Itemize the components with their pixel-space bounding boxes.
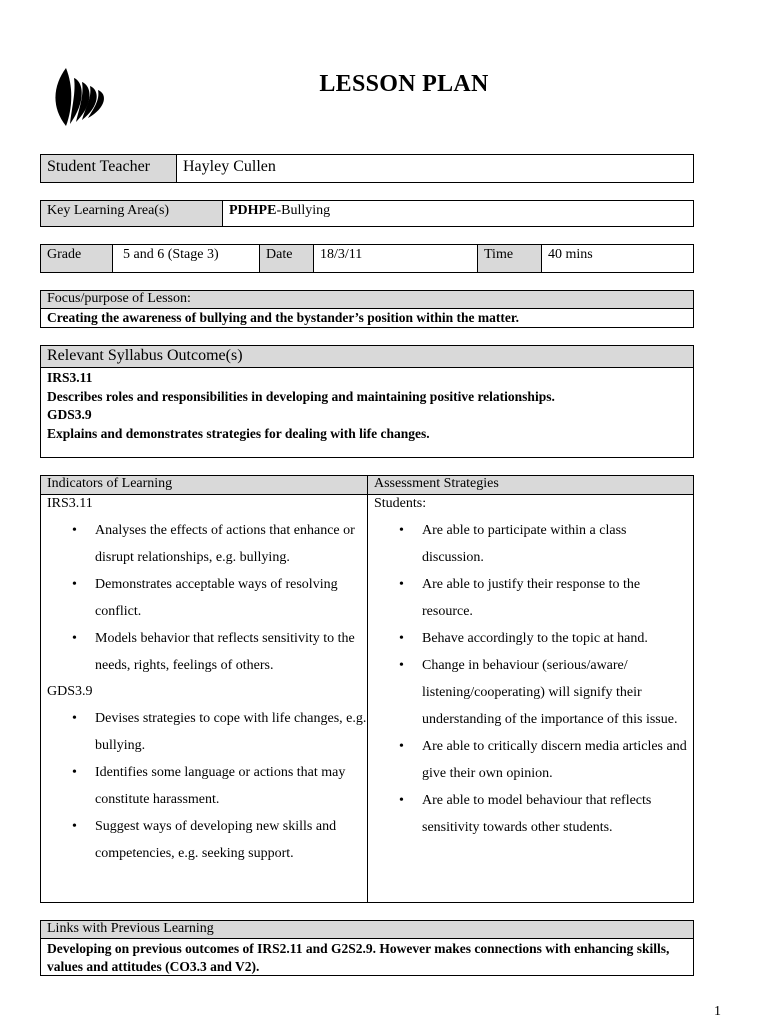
grade-value: 5 and 6 (Stage 3) [112,245,259,272]
kla-value-bold: PDHPE [229,203,277,218]
list-item: • Analyses the effects of actions that enhance or disrupt relationships, e.g. bullying. [47,517,367,571]
student-teacher-label: Student Teacher [41,155,176,182]
indicators-list-1 [47,517,367,679]
student-teacher-row [40,154,694,183]
syllabus-line: GDS3.9 [47,407,92,422]
date-label: Date [259,245,313,272]
list-item: • Behave accordingly to the topic at hand. [374,625,687,652]
indicators-list-2 [47,705,367,867]
indicators-column [41,495,367,902]
syllabus-line: Describes roles and responsibilities in developing and maintaining positive relationships. [47,388,555,404]
focus-value: Creating the awareness of bullying and the bystander’s position within the matter. [47,310,520,325]
assessment-column [367,495,693,902]
time-label: Time [477,245,541,272]
list-item: • Suggest ways of developing new skills and competencies, e.g. seeking support. [47,813,367,867]
indicators-label: Indicators of Learning [47,476,173,491]
kla-value-rest: -Bullying [276,203,331,218]
assessment-label: Assessment Strategies [367,476,499,494]
list-item: • Identifies some language or actions that may constitute harassment. [47,759,367,813]
focus-box [40,290,694,328]
kla-label: Key Learning Area(s) [41,201,222,226]
list-item: • Demonstrates acceptable ways of resolving conflict. [47,571,367,625]
list-item: • Are able to critically discern media articles and give their own opinion. [374,733,687,787]
list-item: • Devises strategies to cope with life changes, e.g. bullying. [47,705,367,759]
student-teacher-value: Hayley Cullen [176,155,693,182]
page-title: LESSON PLAN [319,71,489,97]
focus-label: Focus/purpose of Lesson: [41,291,693,309]
assessment-list [374,517,687,841]
list-item: • Change in behaviour (serious/aware/ listening/cooperating) will signify their understanding of the importance of this issue. [374,652,687,733]
kla-value [222,201,693,226]
indicator-code: IRS3.11 [47,496,93,511]
date-value: 18/3/11 [313,245,477,272]
list-item: • Are able to model behaviour that reflects sensitivity towards other students. [374,787,687,841]
syllabus-line: IRS3.11 [47,370,93,385]
syllabus-line: Explains and demonstrates strategies for dealing with life changes. [47,425,430,441]
time-value: 40 mins [541,245,693,272]
assessment-intro: Students: [374,496,427,511]
links-value: Developing on previous outcomes of IRS2.11 and G2S2.9. However makes connections with enhancing skills, values and attitudes (CO3.3 and V2). [47,941,670,974]
syllabus-label: Relevant Syllabus Outcome(s) [41,346,693,368]
list-item: • Are able to participate within a class discussion. [374,517,687,571]
list-item: • Are able to justify their response to the resource. [374,571,687,625]
list-item: • Models behavior that reflects sensitivity to the needs, rights, feelings of others. [47,625,367,679]
grade-date-time-row [40,244,694,273]
syllabus-outcomes [41,369,693,443]
links-box [40,920,694,976]
syllabus-box [40,345,694,458]
indicator-code: GDS3.9 [47,684,93,699]
table-header [41,476,693,495]
page-number: 1 [714,1004,721,1019]
links-label: Links with Previous Learning [41,921,693,939]
indicators-assessment-table [40,475,694,903]
kla-row [40,200,694,227]
grade-label: Grade [41,245,112,272]
